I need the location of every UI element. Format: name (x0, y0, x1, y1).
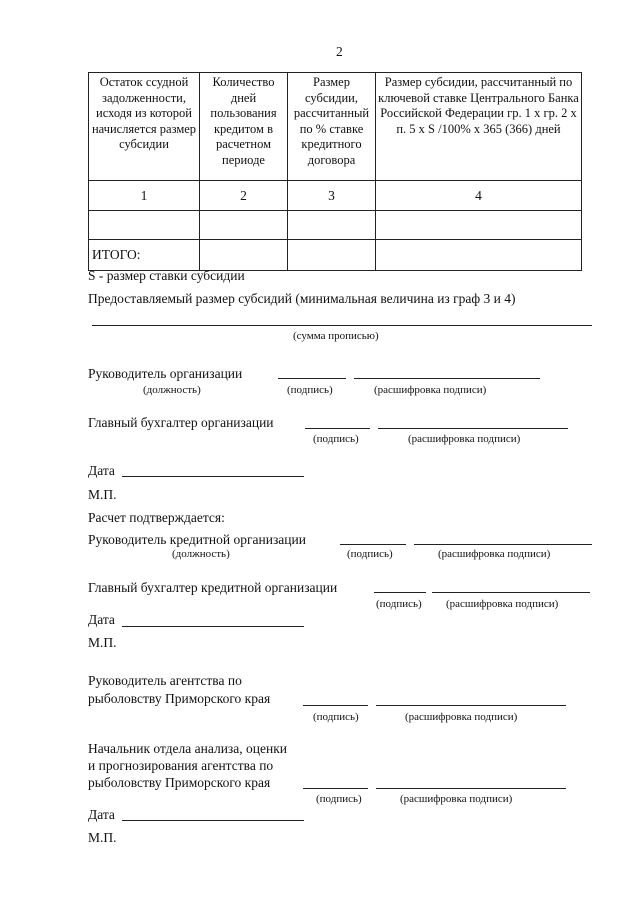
decoding-line (432, 592, 590, 593)
date-label: Дата (88, 807, 115, 822)
table-cell (288, 211, 376, 240)
table-header-cell: Размер субсидии, рассчитанный по % ставке кредитного договора (288, 73, 376, 181)
dept-head-line3: рыболовству Приморского края (88, 775, 271, 790)
table-cell (200, 211, 288, 240)
table-cell (376, 211, 582, 240)
decoding-caption: (расшифровка подписи) (446, 598, 559, 610)
confirmed-text: Расчет подтверждается: (88, 510, 225, 525)
table-cell (376, 240, 582, 271)
stamp-label: М.П. (88, 635, 117, 650)
table-cell: 2 (200, 181, 288, 211)
signature-caption: (подпись) (347, 548, 393, 560)
signature-caption: (подпись) (376, 598, 422, 610)
org-accountant-label: Главный бухгалтер организации (88, 415, 274, 430)
table-row (89, 211, 582, 240)
s-note: S - размер ставки субсидии (88, 268, 245, 283)
provided-text: Предоставляемый размер субсидий (минимальная величина из граф 3 и 4) (88, 291, 516, 306)
table-header-cell: Остаток ссудной задолженности, исходя из которой начисляется размер субсидии (89, 73, 200, 181)
signature-line (340, 544, 406, 545)
decoding-line (414, 544, 592, 545)
table-row (89, 181, 582, 211)
signature-line (374, 592, 426, 593)
agency-head-line1: Руководитель агентства по (88, 673, 242, 688)
decoding-line (376, 705, 566, 706)
position-caption: (должность) (143, 384, 201, 396)
decoding-caption: (расшифровка подписи) (405, 711, 518, 723)
sum-caption: (сумма прописью) (293, 330, 379, 342)
agency-head-line2: рыболовству Приморского края (88, 691, 271, 706)
table-cell: 1 (89, 181, 200, 211)
stamp-label: М.П. (88, 830, 117, 845)
dept-head-line2: и прогнозирования агентства по (88, 758, 274, 773)
decoding-line (378, 428, 568, 429)
signature-line (305, 428, 370, 429)
table-cell (200, 240, 288, 271)
table-header-cell: Размер субсидии, рассчитанный по ключевой ставке Центрального Банка Российской Федерации гр. 1 х гр. 2 х п. 5 х S /100% х 365 (366) дней (376, 73, 582, 181)
decoding-caption: (расшифровка подписи) (400, 793, 513, 805)
position-caption: (должность) (172, 548, 230, 560)
stamp-label: М.П. (88, 487, 117, 502)
page-number: 2 (336, 44, 343, 59)
signature-caption: (подпись) (313, 711, 359, 723)
signature-caption: (подпись) (316, 793, 362, 805)
decoding-line (376, 788, 566, 789)
decoding-caption: (расшифровка подписи) (374, 384, 487, 396)
signature-caption: (подпись) (287, 384, 333, 396)
subsidy-table (88, 72, 582, 271)
table-cell: ИТОГО: (89, 240, 200, 271)
signature-line (303, 705, 368, 706)
table-cell (288, 240, 376, 271)
table-cell: 4 (376, 181, 582, 211)
table-cell (89, 211, 200, 240)
date-line (122, 626, 304, 627)
table-header-row (89, 73, 582, 181)
date-label: Дата (88, 463, 115, 478)
dept-head-line1: Начальник отдела анализа, оценки (88, 741, 287, 756)
table-cell: 3 (288, 181, 376, 211)
date-line (122, 820, 304, 821)
signature-line (303, 788, 368, 789)
table-total-row (89, 240, 582, 271)
sum-line (92, 325, 592, 326)
date-label: Дата (88, 612, 115, 627)
decoding-caption: (расшифровка подписи) (408, 433, 521, 445)
bank-accountant-label: Главный бухгалтер кредитной организации (88, 580, 338, 595)
signature-caption: (подпись) (313, 433, 359, 445)
date-line (122, 476, 304, 477)
signature-line (278, 378, 346, 379)
decoding-caption: (расшифровка подписи) (438, 548, 551, 560)
table-header-cell: Количество дней пользования кредитом в расчетном периоде (200, 73, 288, 181)
decoding-line (354, 378, 540, 379)
org-head-label: Руководитель организации (88, 366, 243, 381)
bank-head-label: Руководитель кредитной организации (88, 532, 306, 547)
